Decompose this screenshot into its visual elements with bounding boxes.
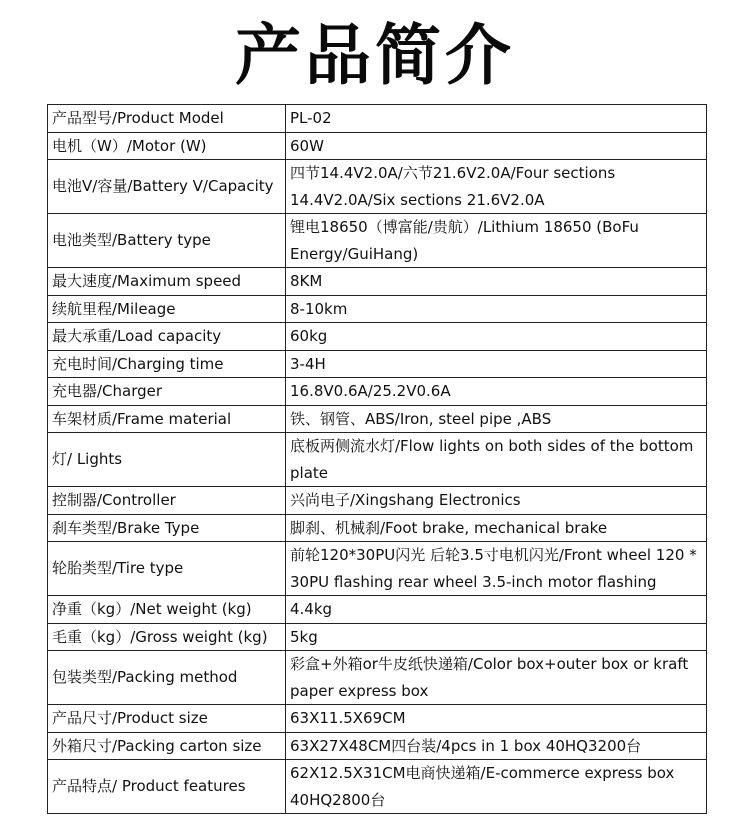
spec-row-mileage xyxy=(48,295,707,323)
spec-value: 锂电18650（博富能/贵航）/Lithium 18650 (BoFu Energy/GuiHang) xyxy=(286,214,707,268)
spec-value: 60kg xyxy=(286,323,707,351)
spec-label: 最大承重/Load capacity xyxy=(48,323,286,351)
spec-label: 充电器/Charger xyxy=(48,378,286,406)
spec-value: 4.4kg xyxy=(286,596,707,624)
spec-value: 彩盒+外箱or牛皮纸快递箱/Color box+outer box or kraft paper express box xyxy=(286,651,707,705)
spec-row-product-model xyxy=(48,105,707,133)
spec-row-load-capacity xyxy=(48,323,707,351)
spec-label: 电池类型/Battery type xyxy=(48,214,286,268)
spec-label: 产品尺寸/Product size xyxy=(48,705,286,733)
spec-value: 16.8V0.6A/25.2V0.6A xyxy=(286,378,707,406)
spec-label: 续航里程/Mileage xyxy=(48,295,286,323)
spec-row-maximum-speed xyxy=(48,268,707,296)
spec-value: PL-02 xyxy=(286,105,707,133)
spec-row-product-size xyxy=(48,705,707,733)
spec-value: 底板两侧流水灯/Flow lights on both sides of the bottom plate xyxy=(286,433,707,487)
spec-label: 电机（W）/Motor (W) xyxy=(48,132,286,160)
spec-row-charging-time xyxy=(48,350,707,378)
spec-row-gross-weight xyxy=(48,623,707,651)
spec-row-frame-material xyxy=(48,405,707,433)
spec-label: 电池V/容量/Battery V/Capacity xyxy=(48,160,286,214)
spec-value: 8KM xyxy=(286,268,707,296)
spec-label: 轮胎类型/Tire type xyxy=(48,542,286,596)
spec-value: 四节14.4V2.0A/六节21.6V2.0A/Four sections 14.4V2.0A/Six sections 21.6V2.0A xyxy=(286,160,707,214)
spec-value: 62X12.5X31CM电商快递箱/E-commerce express box 40HQ2800台 xyxy=(286,760,707,814)
spec-label: 毛重（kg）/Gross weight (kg) xyxy=(48,623,286,651)
spec-value: 63X11.5X69CM xyxy=(286,705,707,733)
spec-row-packing-carton-size xyxy=(48,732,707,760)
spec-row-battery-type xyxy=(48,214,707,268)
spec-row-packing-method xyxy=(48,651,707,705)
spec-label: 车架材质/Frame material xyxy=(48,405,286,433)
spec-row-tire-type xyxy=(48,542,707,596)
page-title: 产品简介 xyxy=(235,17,515,94)
spec-label: 最大速度/Maximum speed xyxy=(48,268,286,296)
spec-label: 产品型号/Product Model xyxy=(48,105,286,133)
spec-row-battery-capacity xyxy=(48,160,707,214)
spec-row-charger xyxy=(48,378,707,406)
spec-table xyxy=(47,104,707,814)
spec-value: 3-4H xyxy=(286,350,707,378)
spec-value: 脚刹、机械刹/Foot brake, mechanical brake xyxy=(286,514,707,542)
spec-value: 铁、钢管、ABS/Iron, steel pipe ,ABS xyxy=(286,405,707,433)
spec-label: 外箱尺寸/Packing carton size xyxy=(48,732,286,760)
spec-row-net-weight xyxy=(48,596,707,624)
spec-label: 充电时间/Charging time xyxy=(48,350,286,378)
spec-label: 净重（kg）/Net weight (kg) xyxy=(48,596,286,624)
spec-label: 控制器/Controller xyxy=(48,487,286,515)
spec-row-controller xyxy=(48,487,707,515)
spec-row-motor xyxy=(48,132,707,160)
spec-value: 8-10km xyxy=(286,295,707,323)
spec-value: 兴尚电子/Xingshang Electronics xyxy=(286,487,707,515)
spec-value: 63X27X48CM四台装/4pcs in 1 box 40HQ3200台 xyxy=(286,732,707,760)
spec-value: 5kg xyxy=(286,623,707,651)
spec-row-brake-type xyxy=(48,514,707,542)
spec-label: 灯/ Lights xyxy=(48,433,286,487)
spec-value: 前轮120*30PU闪光 后轮3.5寸电机闪光/Front wheel 120 * 30PU flashing rear wheel 3.5-inch motor flashing xyxy=(286,542,707,596)
spec-value: 60W xyxy=(286,132,707,160)
spec-row-lights xyxy=(48,433,707,487)
spec-label: 包装类型/Packing method xyxy=(48,651,286,705)
spec-label: 产品特点/ Product features xyxy=(48,760,286,814)
spec-row-product-features xyxy=(48,760,707,814)
spec-label: 刹车类型/Brake Type xyxy=(48,514,286,542)
